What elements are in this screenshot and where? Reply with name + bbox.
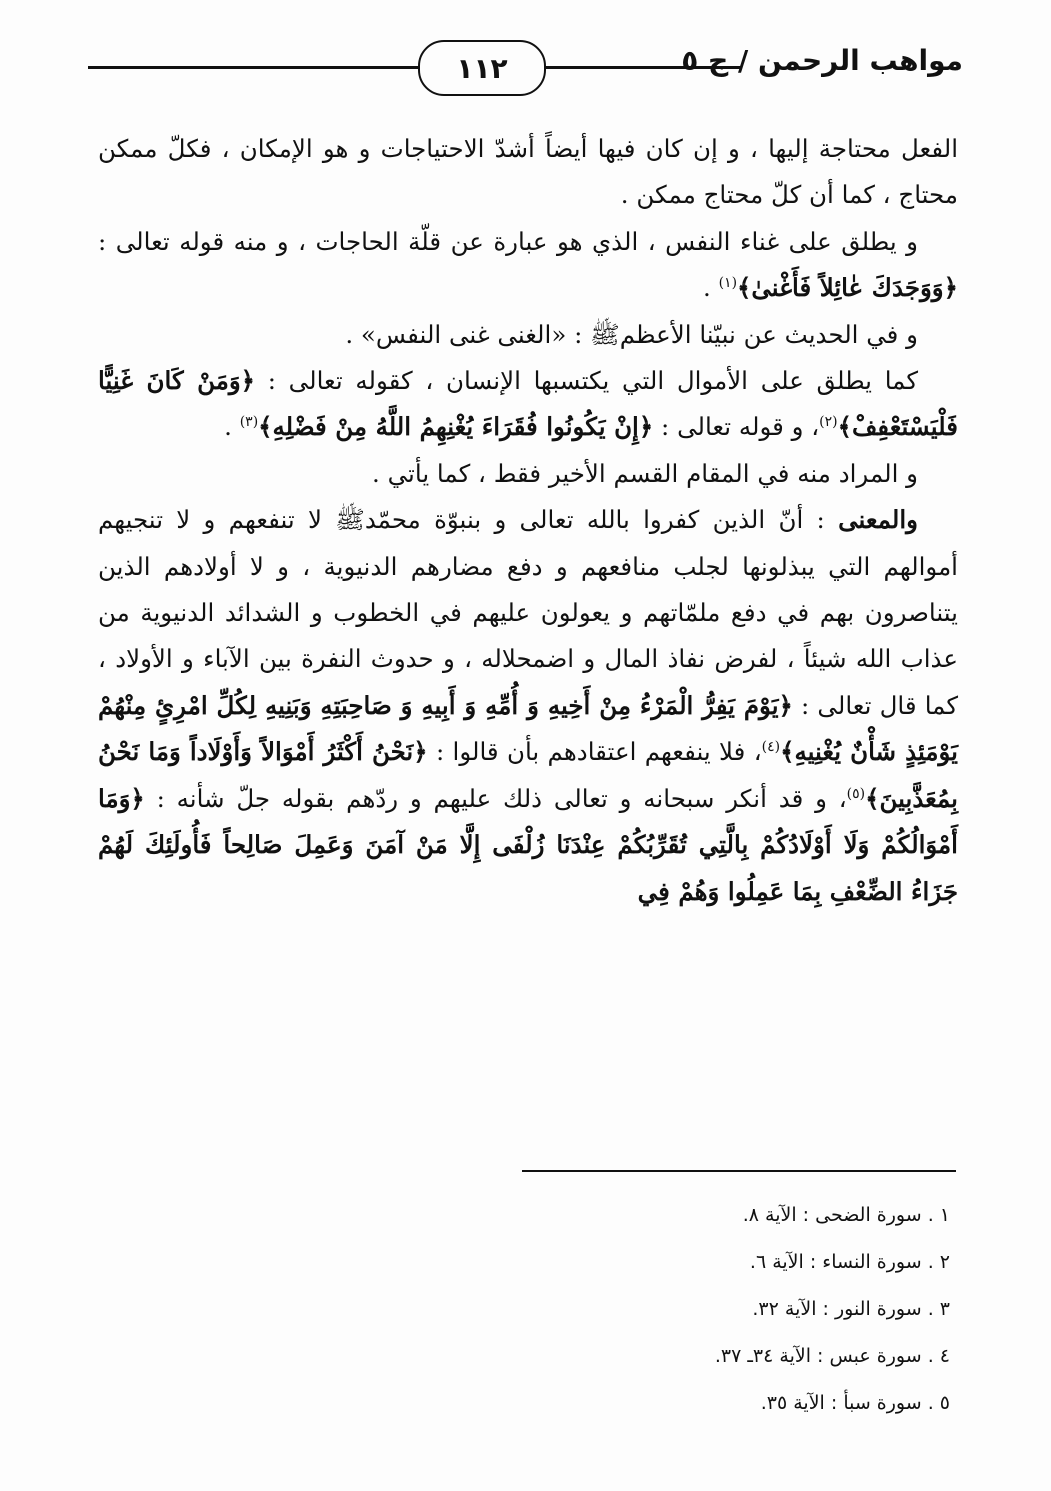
footnotes bbox=[540, 1192, 950, 1427]
body-text bbox=[98, 126, 958, 915]
footnote: ٣ . سورة النور : الآية ٣٢. bbox=[752, 1298, 950, 1320]
text-run: كما يطلق على الأموال التي يكتسبها الإنسان ، كقوله تعالى : bbox=[255, 366, 918, 396]
quran-verse: ﴿إِنْ يَكُونُوا فُقَرَاءَ يُغْنِهِمُ اللَّهُ مِنْ فَضْلِهِ﴾ bbox=[258, 412, 654, 442]
text-run: : أنّ الذين كفروا بالله تعالى و بنبوّة محمّدﷺ لا تنفعهم و لا تنجيهم أموالهم التي يبذلونها لجلب منافعهم و دفع مضارهم الدنيوية ، و لا أولادهم الذين يتناصرون بهم في دفع ملمّاتهم و يعولون عليهم في الخطوب و الشدائد الدنيوية من عذاب الله شيئاً ، لفرض نفاذ المال و اضمحلاله ، و حدوث النفرة بين الآباء و الأولاد ، كما قال تعالى : bbox=[98, 505, 958, 720]
page-header bbox=[88, 40, 963, 100]
quran-verse: ﴿نَحْنُ أَكْثَرُ أَمْوَالاً وَأَوْلَاداً وَمَا نَحْنُ بِمُعَذَّبِينَ﴾ bbox=[98, 737, 958, 813]
page-number: ١١٢ bbox=[418, 40, 546, 96]
paragraph bbox=[98, 219, 958, 312]
paragraph: و المراد منه في المقام القسم الأخير فقط ، كما يأتي . bbox=[372, 458, 918, 488]
header-rule bbox=[88, 66, 418, 69]
paragraph: و في الحديث عن نبيّنا الأعظمﷺ : «الغنى غنى النفس» . bbox=[345, 319, 918, 349]
text-run: . bbox=[224, 412, 240, 442]
paragraph: الفعل محتاجة إليها ، و إن كان فيها أيضاً أشدّ الاحتياجات و هو الإمكان ، فكلّ ممكن محتاج ، كما أن كلّ محتاج ممكن . bbox=[98, 134, 958, 210]
footnote-ref: (٤) bbox=[761, 739, 781, 756]
paragraph bbox=[98, 497, 958, 915]
footnote-separator bbox=[522, 1170, 956, 1172]
footnote: ٤ . سورة عبس : الآية ٣٤ـ ٣٧. bbox=[714, 1345, 950, 1367]
keyword: والمعنى bbox=[838, 505, 918, 535]
text-run: ، فلا ينفعهم اعتقادهم بأن قالوا : bbox=[427, 737, 762, 767]
footnote-ref: (٣) bbox=[239, 414, 259, 431]
quran-verse: ﴿وَمَا أَمْوَالُكُمْ وَلَا أَوْلَادُكُمْ بِالَّتِي تُقَرِّبُكُمْ عِنْدَنَا زُلْفَى إِلَّا مَنْ آمَنَ وَعَمِلَ صَالِحاً فَأُولَئِكَ لَهُمْ جَزَاءُ الضِّعْفِ بِمَا عَمِلُوا وَهُمْ فِي bbox=[98, 783, 958, 906]
quran-verse: ﴿وَوَجَدَكَ عٰائِلاً فَأَغْنىٰ﴾ bbox=[737, 273, 958, 303]
quran-verse: ﴿يَوْمَ يَفِرُّ الْمَرْءُ مِنْ أَخِيهِ وَ أُمِّهِ وَ أَبِيهِ وَ صَاحِبَتِهِ وَبَنِيهِ لِكُلِّ امْرِئٍ مِنْهُمْ يَوْمَئِذٍ شَأْنٌ يُغْنِيهِ﴾ bbox=[98, 690, 958, 767]
footnote: ١ . سورة الضحى : الآية ٨. bbox=[742, 1204, 950, 1226]
text-run: . bbox=[702, 273, 719, 303]
text-run: و يطلق على غناء النفس ، الذي هو عبارة عن قلّة الحاجات ، و منه قوله تعالى : bbox=[98, 226, 918, 256]
footnote-ref: (٥) bbox=[846, 785, 866, 802]
book-title: مواهب الرحمن / ج ٥ bbox=[681, 44, 963, 77]
footnote: ٥ . سورة سبأ : الآية ٣٥. bbox=[760, 1392, 950, 1414]
text-run: ، و قد أنكر سبحانه و تعالى ذلك عليهم و ردّهم بقوله جلّ شأنه : bbox=[144, 783, 847, 813]
paragraph bbox=[98, 358, 958, 451]
footnote-ref: (١) bbox=[718, 275, 738, 292]
footnote: ٢ . سورة النساء : الآية ٦. bbox=[749, 1251, 950, 1273]
footnote-ref: (٢) bbox=[819, 414, 838, 431]
quran-verse: ﴿وَمَنْ كَانَ غَنِيًّا فَلْيَسْتَعْفِفْ﴾ bbox=[98, 366, 958, 442]
text-run: ، و قوله تعالى : bbox=[653, 412, 820, 442]
